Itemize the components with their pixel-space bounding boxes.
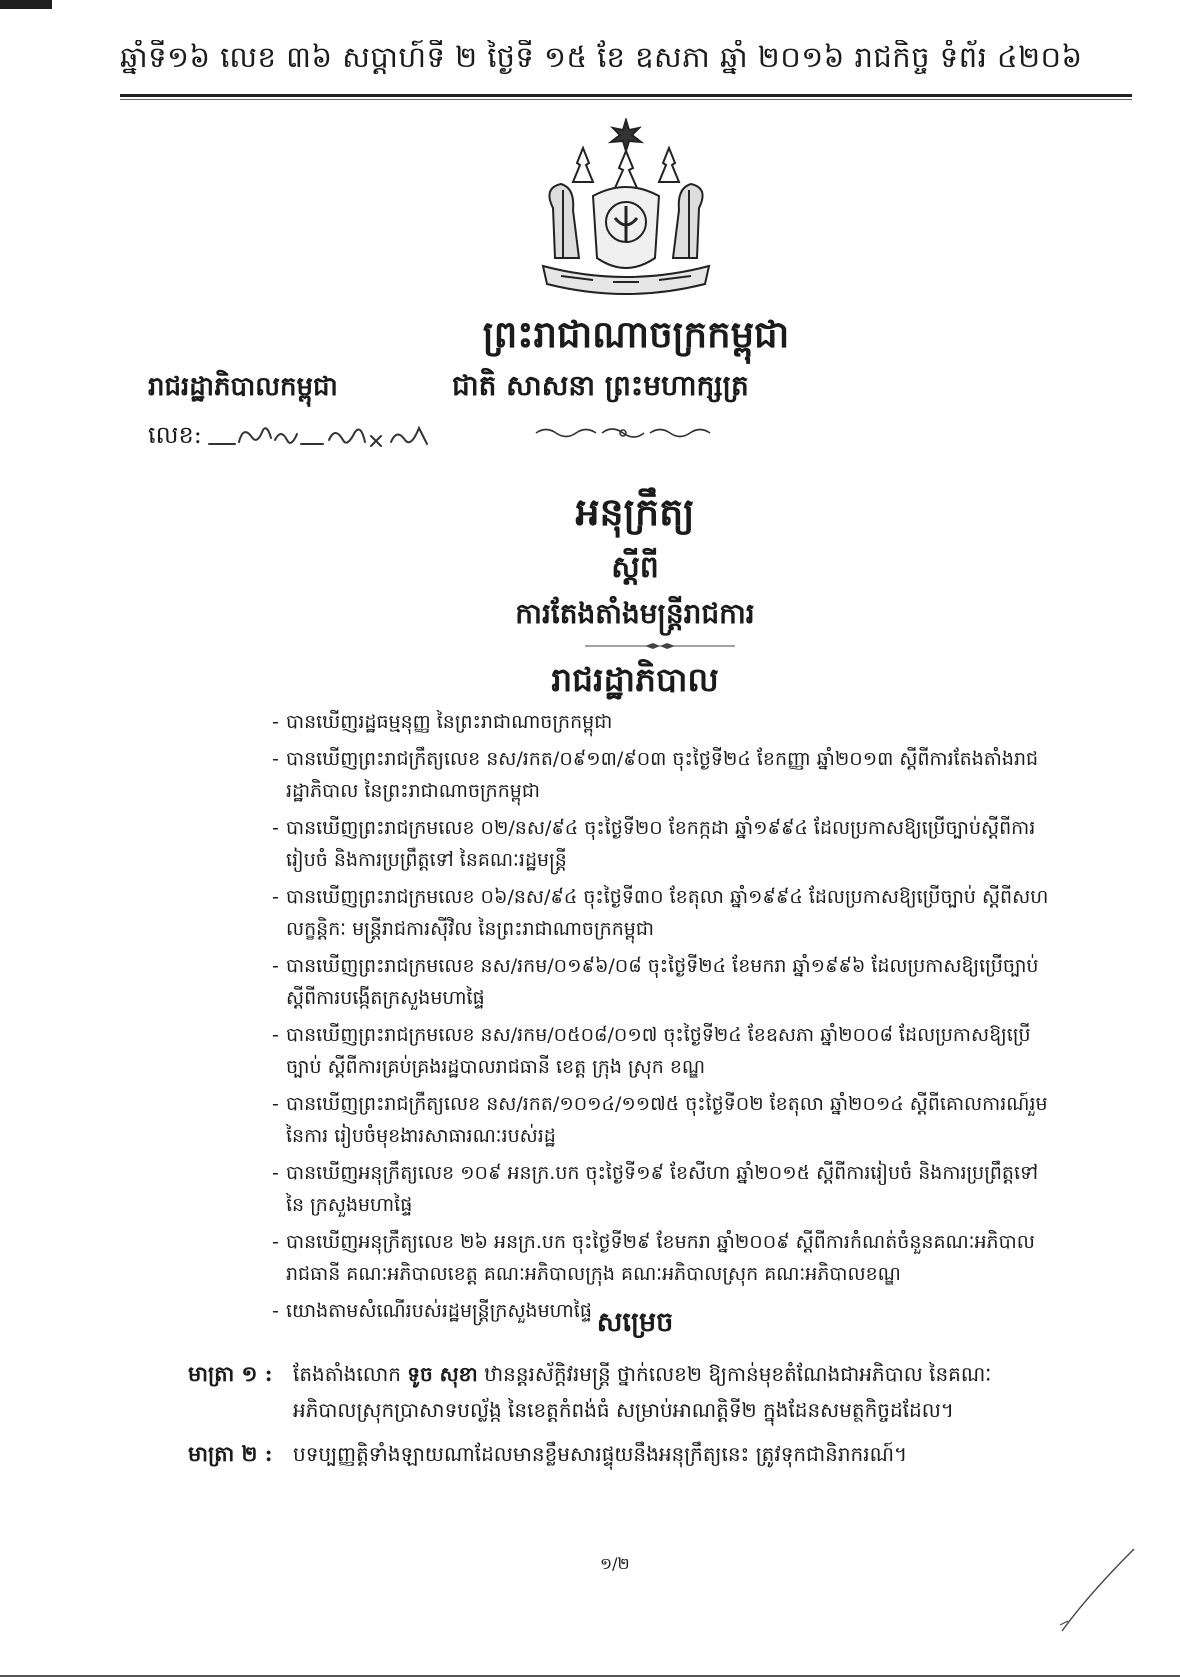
article-1-label: មាត្រា ១ : [188, 1361, 273, 1386]
bottom-edge-rule [0, 1675, 1180, 1677]
legal-references-list [272, 706, 1062, 1332]
article-2-label: មាត្រា ២ : [188, 1441, 273, 1466]
reference-item: - បានឃើញរដ្ឋធម្មនុញ្ញ នៃព្រះរាជាណាចក្រកម្ពុជា [272, 706, 1062, 738]
reference-item: - យោងតាមសំណើរបស់រដ្ឋមន្ត្រីក្រសួងមហាផ្ទៃ [272, 1295, 1062, 1327]
article-2-text: បទប្បញ្ញត្តិទាំងឡាយណាដែលមានខ្លឹមសារផ្ទុយនឹងអនុក្រឹត្យនេះ ត្រូវទុកជានិរាករណ៍។ [293, 1442, 908, 1466]
article-1-text: តែងតាំងលោក [293, 1362, 408, 1386]
reference-item: - បានឃើញព្រះរាជក្រមលេខ នស/រកម/០៥០៨/០១៧ ចុះថ្ងៃទី២៤ ខែឧសភា ឆ្នាំ២០០៨ ដែលប្រកាសឱ្យប្រើច្បាប់ ស្តីពីការគ្រប់គ្រងរដ្ឋបាលរាជធានី ខេត្ត ក្រុង ស្រុក ខណ្ឌ [272, 1019, 1062, 1083]
reference-item: - បានឃើញព្រះរាជក្រឹត្យលេខ នស/រកត/១០១៤/១១៧៥ ចុះថ្ងៃទី០២ ខែតុលា ឆ្នាំ២០១៤ ស្តីពីគោលការណ៍រួម នៃការ រៀបចំមុខងារសាធារណៈរបស់រដ្ឋ [272, 1088, 1062, 1152]
appointee-name: ទូច សុខា [407, 1362, 478, 1386]
article-2 [188, 1436, 1078, 1472]
header-rule-thin [120, 99, 1132, 100]
document-subject: ការតែងតាំងមន្ត្រីរាជការ [515, 597, 755, 630]
royal-coat-of-arms-icon [533, 118, 719, 308]
reference-item: - បានឃើញព្រះរាជក្រមលេខ នស/រកម/០១៩៦/០៨ ចុះថ្ងៃទី២៤ ខែមករា ឆ្នាំ១៩៩៦ ដែលប្រកាសឱ្យប្រើច្បាប់ ស្តីពីការបង្កើតក្រសួងមហាផ្ទៃ [272, 950, 1062, 1014]
subject-divider [585, 642, 735, 650]
article-1-continuation: អភិបាលស្រុកប្រាសាទបល្ល័ង្ក នៃខេត្តកំពង់ធំ សម្រាប់អាណត្តិទី២ ក្នុងដែនសមត្ថកិច្ចដដែល។ [293, 1398, 954, 1422]
signature-stroke [1058, 1545, 1138, 1635]
issuer-number-label: លេខ: [148, 421, 202, 449]
page-number: ១/២ [600, 1554, 630, 1573]
reference-item: - បានឃើញព្រះរាជក្រមលេខ ០៦/នស/៩៤ ចុះថ្ងៃទី៣០ ខែតុលា ឆ្នាំ១៩៩៤ ដែលប្រកាសឱ្យប្រើច្បាប់ ស្តីពីសហលក្ខន្តិកៈ មន្ត្រីរាជការស៊ីវិល នៃព្រះរាជាណាចក្រកម្ពុជា [272, 881, 1062, 945]
reference-item: - បានឃើញព្រះរាជក្រមលេខ ០២/នស/៩៤ ចុះថ្ងៃទី២០ ខែកក្កដា ឆ្នាំ១៩៩៤ ដែលប្រកាសឱ្យប្រើច្បាប់ស្តីពីការរៀបចំ និងការប្រព្រឹត្តទៅ នៃគណៈរដ្ឋមន្ត្រី [272, 812, 1062, 876]
kingdom-title: ព្រះរាជាណាចក្រកម្ពុជា [482, 312, 790, 356]
reference-item: - បានឃើញអនុក្រឹត្យលេខ ១០៩ អនក្រ.បក ចុះថ្ងៃទី១៩ ខែសីហា ឆ្នាំ២០១៥ ស្តីពីការរៀបចំ និងការប្រព្រឹត្តទៅ នៃ ក្រសួងមហាផ្ទៃ [272, 1157, 1062, 1221]
handwritten-reference-number [205, 418, 435, 452]
article-1-rest: ឋានន្តរស័ក្តិវរមន្ត្រី ថ្នាក់លេខ២ ឱ្យកាន់មុខតំណែងជាអភិបាល នៃគណៈ [477, 1362, 992, 1386]
article-1 [188, 1356, 1078, 1428]
header-rule [120, 94, 1132, 97]
decorative-flourish-icon [530, 424, 716, 442]
document-type: អនុក្រឹត្យ [575, 489, 695, 534]
reference-item: - បានឃើញអនុក្រឹត្យលេខ ២៦ អនក្រ.បក ចុះថ្ងៃទី២៩ ខែមករា ឆ្នាំ២០០៩ ស្តីពីការកំណត់ចំនួនគណៈអភិបាលរាជធានី គណៈអភិបាលខេត្ត គណៈអភិបាលក្រុង គណៈអភិបាលស្រុក គណៈអភិបាលខណ្ឌ [272, 1226, 1062, 1290]
national-motto: ជាតិ សាសនា ព្រះមហាក្សត្រ [452, 369, 749, 402]
reference-item: - បានឃើញព្រះរាជក្រឹត្យលេខ នស/រកត/០៩១៣/៩០៣ ចុះថ្ងៃទី២៤ ខែកញ្ញា ឆ្នាំ២០១៣ ស្តីពីការតែងតាំងរាជរដ្ឋាភិបាល នៃព្រះរាជាណាចក្រកម្ពុជា [272, 743, 1062, 807]
scan-edge-mark [0, 0, 52, 9]
decision-heading: សម្រេច [596, 1307, 674, 1338]
about-label: ស្តីពី [611, 550, 659, 585]
gazette-header: ឆ្នាំទី១៦ លេខ ៣៦ សប្តាហ៍ទី ២ ថ្ងៃទី ១៥ ខែ ឧសភា ឆ្នាំ ២០១៦ រាជកិច្ច ទំព័រ ៤២០៦ [120, 40, 1083, 74]
issuer-name: រាជរដ្ឋាភិបាលកម្ពុជា [148, 372, 338, 402]
government-heading: រាជរដ្ឋាភិបាល [551, 660, 719, 699]
